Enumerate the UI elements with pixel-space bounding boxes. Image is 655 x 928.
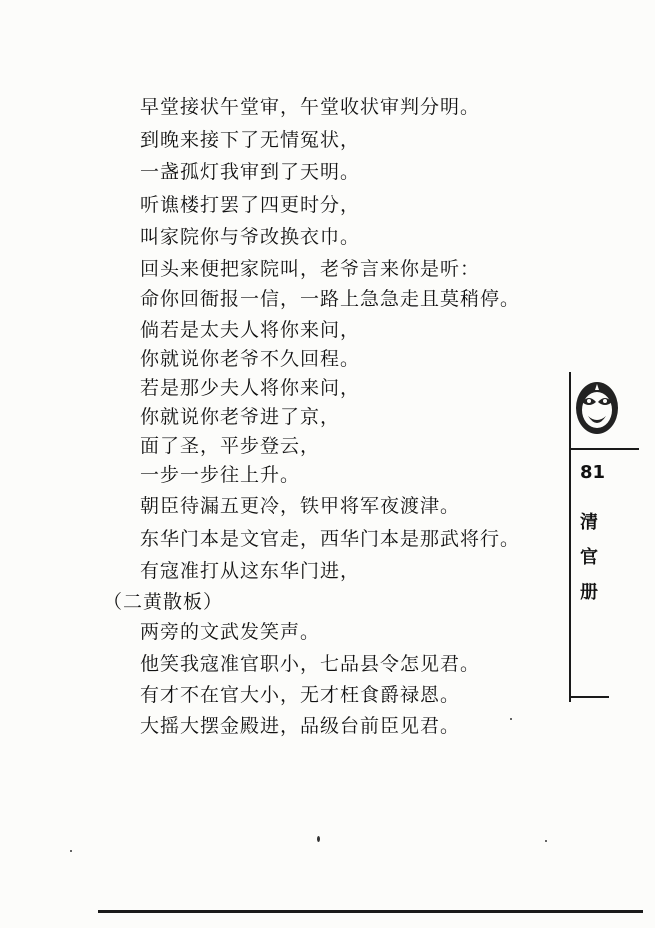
scan-speck bbox=[317, 836, 320, 842]
verse-line: 倘若是太夫人将你来问， bbox=[140, 319, 361, 341]
verse-line: 命你回衙报一信，一路上急急走且莫稍停。 bbox=[140, 288, 521, 310]
verse-line: 他笑我寇准官职小，七品县令怎见君。 bbox=[140, 653, 481, 675]
page-number: 81 bbox=[580, 462, 606, 483]
sidebar-divider bbox=[569, 448, 639, 450]
verse-line: 有寇准打从这东华门进， bbox=[140, 560, 361, 582]
verse-line: 早堂接状午堂审，午堂收状审判分明。 bbox=[140, 96, 481, 118]
opera-mask-icon bbox=[574, 380, 620, 436]
sidebar-rule-foot bbox=[569, 696, 609, 698]
verse-line: 若是那少夫人将你来问， bbox=[140, 377, 361, 399]
verse-line: 听谯楼打罢了四更时分， bbox=[140, 194, 361, 216]
book-title-char: 册 bbox=[580, 582, 598, 603]
verse-line: 一步一步往上升。 bbox=[140, 464, 301, 486]
verse-line: 朝臣待漏五更冷，铁甲将军夜渡津。 bbox=[140, 495, 461, 517]
book-title-char: 清 bbox=[580, 512, 598, 533]
verse-line: 两旁的文武发笑声。 bbox=[140, 621, 321, 643]
scan-speck bbox=[70, 850, 72, 852]
verse-line: 有才不在官大小，无才枉食爵禄恩。 bbox=[140, 684, 461, 706]
bottom-rule bbox=[98, 910, 643, 913]
verse-line: 一盏孤灯我审到了天明。 bbox=[140, 161, 361, 183]
sidebar-rule bbox=[569, 372, 571, 702]
verse-line: 东华门本是文官走，西华门本是那武将行。 bbox=[140, 528, 521, 550]
section-label: （二黄散板） bbox=[103, 591, 224, 613]
verse-line: 你就说你老爷不久回程。 bbox=[140, 348, 361, 370]
verse-line: 你就说你老爷进了京， bbox=[140, 406, 341, 428]
verse-line: 大摇大摆金殿进，品级台前臣见君。 bbox=[140, 715, 461, 737]
book-title-char: 官 bbox=[580, 547, 598, 568]
verse-line: 回头来便把家院叫，老爷言来你是听： bbox=[140, 258, 481, 280]
scan-speck bbox=[545, 840, 547, 842]
verse-line: 到晚来接下了无情冤状， bbox=[140, 129, 361, 151]
scan-speck bbox=[510, 718, 512, 720]
verse-line: 叫家院你与爷改换衣巾。 bbox=[140, 226, 361, 248]
verse-line: 面了圣，平步登云， bbox=[140, 435, 321, 457]
